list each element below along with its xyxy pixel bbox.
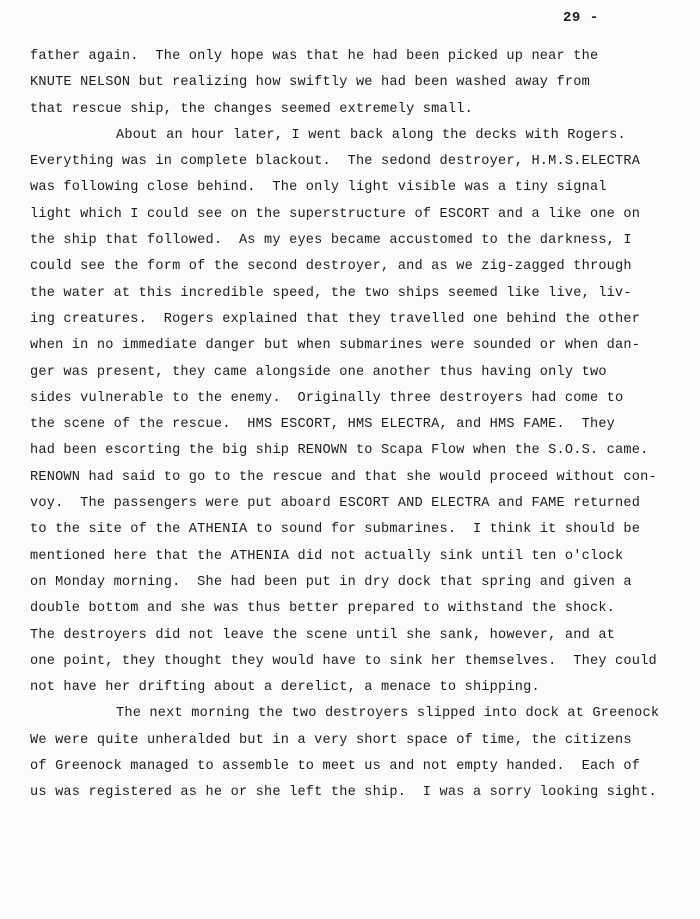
- text-line: KNUTE NELSON but realizing how swiftly we had been washed away from: [30, 75, 590, 91]
- text-line: one point, they thought they would have to sink her themselves. They could: [30, 653, 657, 669]
- body-text: [30, 44, 698, 807]
- text-line: to the site of the ATHENIA to sound for submarines. I think it should be: [30, 522, 641, 538]
- text-line: had been escorting the big ship RENOWN to Scapa Flow when the S.O.S. came.: [30, 443, 649, 459]
- text-line: sides vulnerable to the enemy. Originally three destroyers had come to: [30, 390, 624, 406]
- text-line: double bottom and she was thus better prepared to withstand the shock.: [30, 601, 616, 617]
- text-line: us was registered as he or she left the ship. I was a sorry looking sight.: [30, 785, 657, 801]
- text-line: mentioned here that the ATHENIA did not actually sink until ten o'clock: [30, 548, 624, 564]
- text-line: RENOWN had said to go to the rescue and that she would proceed without con-: [30, 469, 657, 485]
- text-line: was following close behind. The only light visible was a tiny signal: [30, 180, 607, 196]
- text-line: the scene of the rescue. HMS ESCORT, HMS ELECTRA, and HMS FAME. They: [30, 417, 616, 433]
- text-line: of Greenock managed to assemble to meet us and not empty handed. Each of: [30, 759, 641, 775]
- text-line: We were quite unheralded but in a very short space of time, the citizens: [30, 732, 632, 748]
- text-line: voy. The passengers were put aboard ESCORT AND ELECTRA and FAME returned: [30, 496, 641, 512]
- text-line: The destroyers did not leave the scene until she sank, however, and at: [30, 627, 616, 643]
- text-line: ger was present, they came alongside one another thus having only two: [30, 364, 607, 380]
- text-line: the water at this incredible speed, the two ships seemed like live, liv-: [30, 285, 632, 301]
- page-number: 29 -: [563, 10, 599, 26]
- text-line: father again. The only hope was that he had been picked up near the: [30, 49, 599, 64]
- text-line: Everything was in complete blackout. The sedond destroyer, H.M.S.ELECTRA: [30, 154, 641, 170]
- paragraph-start-line: About an hour later, I went back along the decks with Rogers.: [116, 127, 626, 143]
- text-line: light which I could see on the superstructure of ESCORT and a like one on: [30, 206, 641, 222]
- text-line: not have her drifting about a derelict, a menace to shipping.: [30, 680, 540, 696]
- text-line: when in no immediate danger but when submarines were sounded or when dan-: [30, 338, 641, 354]
- text-line: could see the form of the second destroyer, and as we zig-zagged through: [30, 259, 632, 275]
- text-line: ing creatures. Rogers explained that they travelled one behind the other: [30, 311, 641, 327]
- paragraph-start-line: The next morning the two destroyers slipped into dock at Greenock: [116, 706, 660, 722]
- text-line: the ship that followed. As my eyes became accustomed to the darkness, I: [30, 233, 632, 249]
- text-line: on Monday morning. She had been put in dry dock that spring and given a: [30, 574, 632, 590]
- text-line: that rescue ship, the changes seemed extremely small.: [30, 101, 473, 117]
